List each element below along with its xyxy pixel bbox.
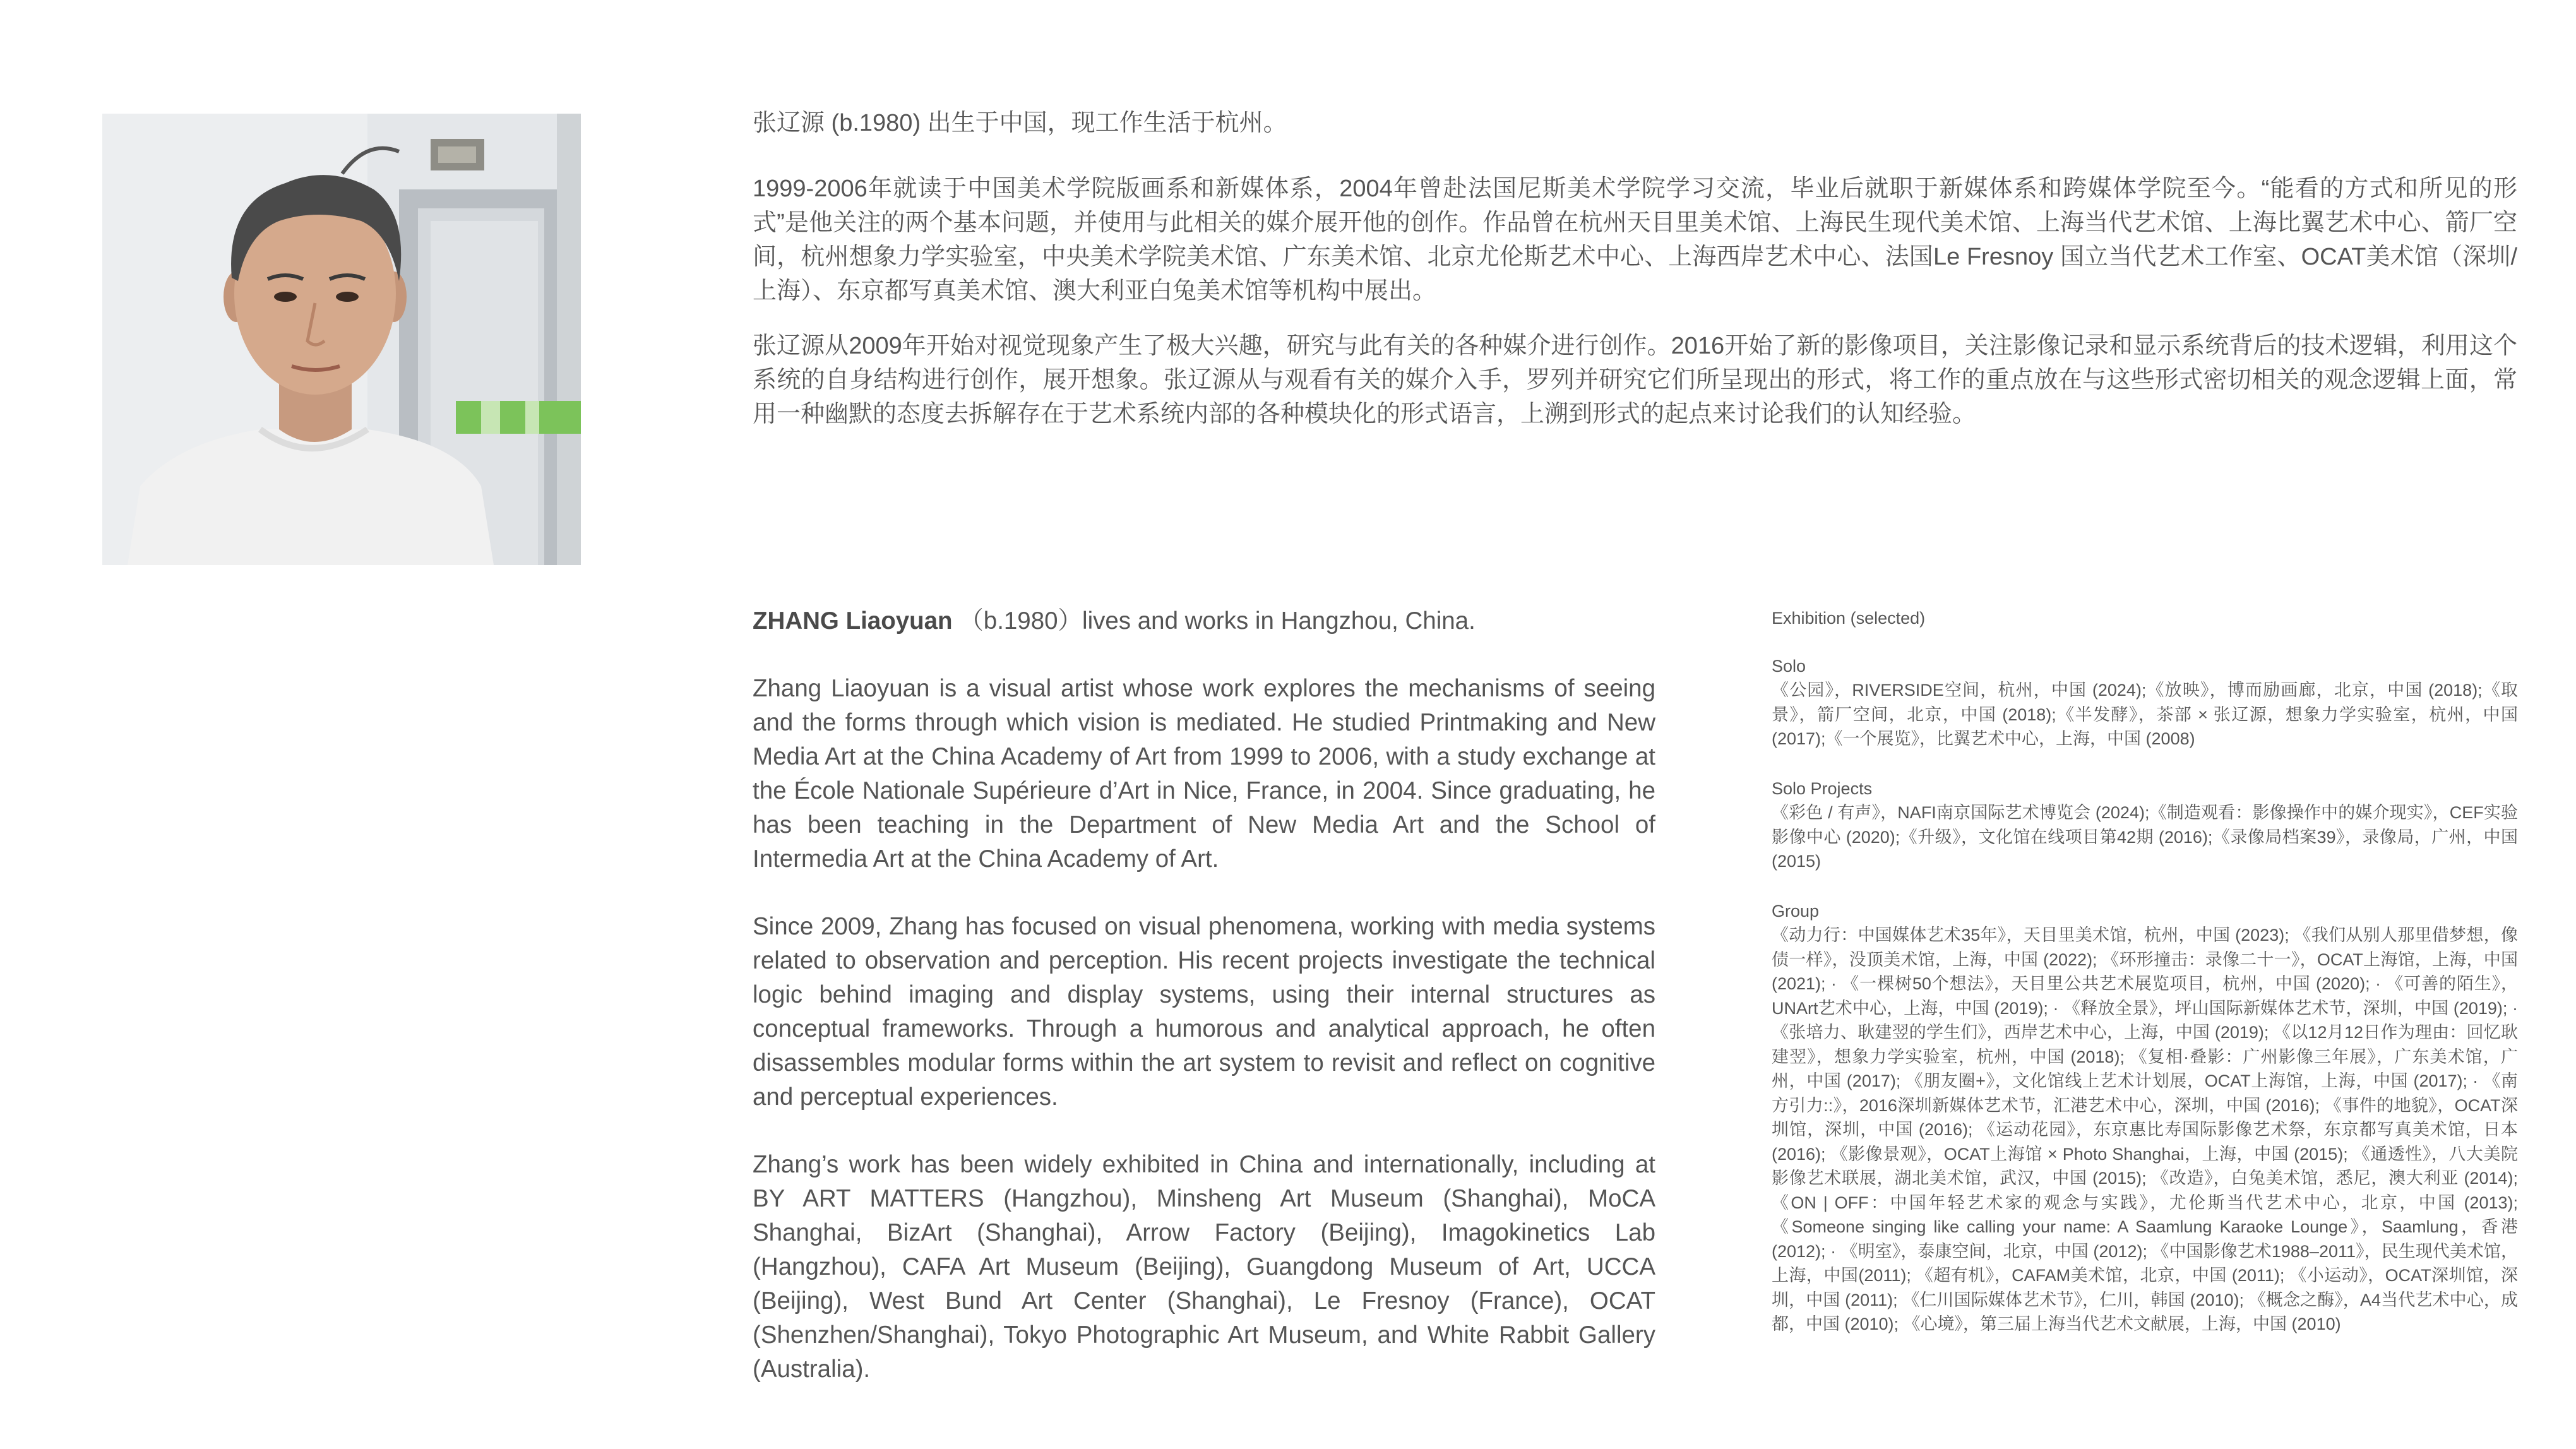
artist-portrait (102, 114, 581, 565)
exhibition-list (1772, 606, 2518, 1362)
artist-name: ZHANG Liaoyuan (753, 607, 953, 635)
exhibition-section-solo-projects (1772, 777, 2518, 874)
bio-cn-paragraph-1: 1999-2006年就读于中国美术学院版画系和新媒体系，2004年曾赴法国尼斯美术学院学习交流，毕业后就职于新媒体系和跨媒体学院至今。“能看的方式和所见的形式”是他关注的两个基本问题，并使用与此相关的媒介展开他的创作。作品曾在杭州天目里美术馆、上海民生现代美术馆、上海当代艺术馆、上海比翼艺术中心、箭厂空间，杭州想象力学实验室，中央美术学院美术馆、广东美术馆、北京尤伦斯艺术中心、上海西岸艺术中心、法国Le Fresnoy 国立当代艺术工作室、OCAT美术馆（深圳/上海）、东京都写真美术馆、澳大利亚白兔美术馆等机构中展出。 (753, 176, 2517, 304)
bio-cn-paragraph-2: 张辽源从2009年开始对视觉现象产生了极大兴趣，研究与此有关的各种媒介进行创作。2016开始了新的影像项目，关注影像记录和显示系统背后的技术逻辑，利用这个系统的自身结构进行创作，展开想象。张辽源从与观看有关的媒介入手，罗列并研究它们所呈现出的形式，将工作的重点放在与这些形式密切相关的观念逻辑上面，常用一种幽默的态度去拆解存在于艺术系统内部的各种模块化的形式语言，上溯到形式的起点来讨论我们的认知经验。 (753, 333, 2517, 427)
portrait-illustration (102, 114, 581, 565)
bio-en-paragraph-2: Since 2009, Zhang has focused on visual phenomena, working with media systems related to observation and perception. His recent projects investigate the technical logic behind imaging and display systems, using their internal structures as conceptual frameworks. Through a humorous and analytical approach, he often disassembles modular forms within the art system to revisit and reflect on cognitive and perceptual experiences. (753, 913, 1655, 1111)
group-heading: Group (1772, 901, 1820, 921)
group-list: 《动力行：中国媒体艺术35年》，天目里美术馆，杭州，中国 (2023); 《我们从别人那里借梦想，像债一样》，没顶美术馆，上海，中国 (2022); 《环形撞击：录像二十一》，OCAT上海馆，上海，中国 (2021); · 《一棵树50个想法》，天目里公共艺术展览项目，杭州，中国 (2020); · 《可善的陌生》，UNArt艺术中心，上海，中国 (2019); · 《释放全景》，坪山国际新媒体艺术节，深圳，中国 (2019); · 《张培力、耿建翌的学生们》，西岸艺术中心，上海，中国 (2019); 《以12月12日作为理由：回忆耿建翌》，想象力学实验室，杭州，中国 (2018); 《复相·叠影：广州影像三年展》，广东美术馆，广州，中国 (2017); 《朋友圈+》，文化馆线上艺术计划展，OCAT上海馆，上海，中国 (2017); · 《南方引力::》，2016深圳新媒体艺术节，汇港艺术中心，深圳，中国 (2016); 《事件的地貌》，OCAT深圳馆，深圳，中国 (2016); 《运动花园》，东京惠比寿国际影像艺术祭，东京都写真美术馆，日本 (2016); 《影像景观》，OCAT上海馆 × Photo Shanghai，上海，中国 (2015); 《通透性》，八大美院影像艺术联展，湖北美术馆，武汉，中国 (2015); 《改造》，白兔美术馆，悉尼，澳大利亚 (2014); 《ON | OFF：中国年轻艺术家的观念与实践》，尤伦斯当代艺术中心，北京，中国 (2013); 《Someone singing like calling your name: A Saamlung Karaoke Lounge》，Saamlung，香港 (2012); · 《明室》，泰康空间，北京，中国 (2012); 《中国影像艺术1988–2011》，民生现代美术馆，上海，中国(2011); 《超有机》，CAFAM美术馆，北京，中国 (2011); 《小运动》，OCAT深圳馆，深圳，中国 (2011); 《仁川国际媒体艺术节》，仁川，韩国 (2010); 《概念之酶》，A4当代艺术中心，成都，中国 (2010); 《心境》，第三届上海当代艺术文献展，上海，中国 (2010) (1772, 926, 2518, 1333)
exhibition-heading: Exhibition (selected) (1772, 609, 1926, 628)
bio-en-intro (753, 604, 1655, 638)
exhibition-section-solo (1772, 654, 2518, 751)
solo-heading: Solo (1772, 656, 1806, 676)
bio-english (753, 604, 1655, 1420)
solo-projects-list: 《彩色 / 有声》，NAFI南京国际艺术博览会 (2024);《制造观看：影像操作中的媒介现实》，CEF实验影像中心 (2020);《升级》，文化馆在线项目第42期 (2016);《录像局档案39》，录像局，广州，中国 (2015) (1772, 803, 2518, 871)
solo-projects-heading: Solo Projects (1772, 778, 1873, 798)
bio-chinese (753, 106, 2517, 452)
bio-en-paragraph-3: Zhang’s work has been widely exhibited in China and internationally, including at BY ART MATTERS (Hangzhou), Minsheng Art Museum (Shanghai), MoCA Shanghai, BizArt (Shanghai), Arrow Factory (Beijing), Imagokinetics Lab (Hangzhou), CAFA Art Museum (Beijing), Guangdong Museum of Art, UCCA (Beijing), West Bund Art Center (Shanghai), Le Fresnoy (France), OCAT (Shenzhen/Shanghai), Tokyo Photographic Art Museum, and White Rabbit Gallery (Australia). (753, 1151, 1655, 1383)
solo-list: 《公园》，RIVERSIDE空间，杭州，中国 (2024);《放映》，博而励画廊，北京，中国 (2018);《取景》，箭厂空间，北京，中国 (2018);《半发酵》，茶部 × 张辽源，想象力学实验室，杭州，中国 (2017);《一个展览》，比翼艺术中心，上海，中国 (2008) (1772, 681, 2518, 748)
bio-cn-intro: 张辽源 (b.1980) 出生于中国，现工作生活于杭州。 (753, 110, 1287, 136)
bio-en-paragraph-1: Zhang Liaoyuan is a visual artist whose work explores the mechanisms of seeing and the forms through which vision is mediated. He studied Printmaking and New Media Art at the China Academy of Art from 1999 to 2006, with a study exchange at the École Nationale Supérieure d’Art in Nice, France, in 2004. Since graduating, he has been teaching in the Department of New Media Art and the School of Intermedia Art at the China Academy of Art. (753, 675, 1655, 873)
bio-en-intro-rest: （b.1980）lives and works in Hangzhou, China. (959, 607, 1476, 635)
exhibition-section-group (1772, 899, 2518, 1337)
